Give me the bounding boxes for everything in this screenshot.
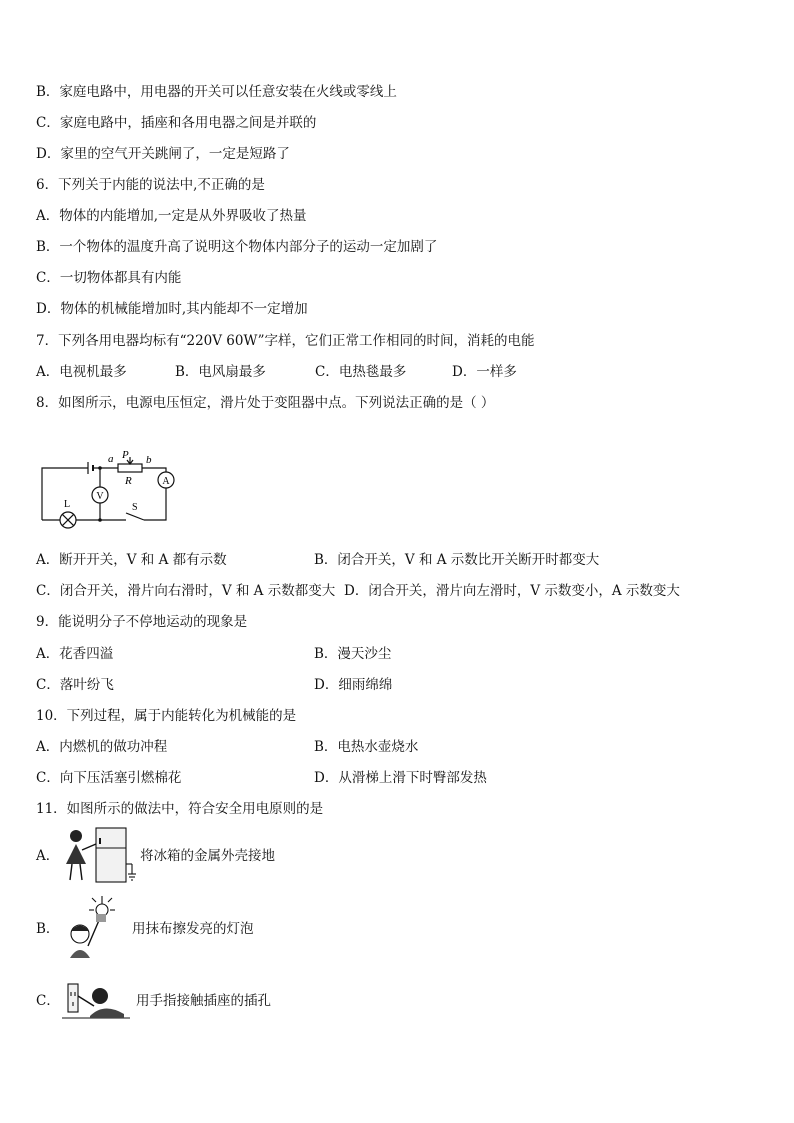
q11-option-b-text: 用抹布擦发亮的灯泡 (132, 921, 254, 937)
q9-option-b: B．漫天沙尘 (314, 646, 392, 662)
q5-option-d: D．家里的空气开关跳闸了，一定是短路了 (36, 146, 290, 162)
wipe-bulb-illustration (60, 896, 132, 960)
label-b: b (146, 454, 152, 466)
q6-stem: 6．下列关于内能的说法中,不正确的是 (36, 177, 265, 193)
fridge-grounding-illustration (58, 824, 138, 886)
q7-option-a: A．电视机最多 (36, 364, 127, 380)
q10-option-b: B．电热水壶烧水 (314, 739, 419, 755)
ammeter-label: A (162, 476, 170, 487)
q9-option-a: A．花香四溢 (36, 646, 114, 662)
q9-stem: 9．能说明分子不停地运动的现象是 (36, 614, 248, 630)
q6-option-d: D．物体的机械能增加时,其内能却不一定增加 (36, 301, 308, 317)
q7-stem: 7．下列各用电器均标有“220V 60W”字样，它们正常工作相同的时间，消耗的电能 (36, 333, 535, 349)
q11-option-a-text: 将冰箱的金属外壳接地 (140, 848, 275, 864)
q8-option-d: D．闭合开关，滑片向左滑时，V 示数变小，A 示数变大 (344, 583, 680, 599)
q7-option-b: B．电风扇最多 (175, 364, 266, 380)
q9-option-c: C．落叶纷飞 (36, 677, 114, 693)
q10-option-c: C．向下压活塞引燃棉花 (36, 770, 182, 786)
q11-option-a-letter: A． (36, 848, 60, 864)
lamp-label: L (64, 499, 71, 510)
q9-option-d: D．细雨绵绵 (314, 677, 393, 693)
q5-option-b: B．家庭电路中，用电器的开关可以任意安装在火线或零线上 (36, 84, 397, 100)
q10-option-d: D．从滑梯上滑下时臀部发热 (314, 770, 487, 786)
q8-stem: 8．如图所示，电源电压恒定，滑片处于变阻器中点。下列说法正确的是（ ） (36, 395, 495, 411)
voltmeter-label: V (96, 491, 104, 502)
label-a: a (108, 453, 114, 465)
q5-option-c: C．家庭电路中，插座和各用电器之间是并联的 (36, 115, 317, 131)
q8-option-c: C．闭合开关，滑片向右滑时，V 和 A 示数都变大 (36, 583, 336, 599)
q7-option-c: C．电热毯最多 (315, 364, 407, 380)
q8-option-a: A．断开开关，V 和 A 都有示数 (36, 552, 227, 568)
circuit-diagram (36, 446, 186, 530)
label-p: P (122, 449, 129, 461)
q10-stem: 10．下列过程，属于内能转化为机械能的是 (36, 708, 297, 724)
q8-option-b: B．闭合开关，V 和 A 示数比开关断开时都变大 (314, 552, 600, 568)
q11-option-c-text: 用手指接触插座的插孔 (136, 993, 271, 1009)
q6-option-a: A．物体的内能增加,一定是从外界吸收了热量 (36, 208, 307, 224)
touch-socket-illustration (60, 978, 132, 1024)
q11-option-b-letter: B． (36, 921, 60, 937)
q7-option-d: D．一样多 (452, 364, 517, 380)
q10-option-a: A．内燃机的做功冲程 (36, 739, 168, 755)
q6-option-c: C．一切物体都具有内能 (36, 270, 182, 286)
q6-option-b: B．一个物体的温度升高了说明这个物体内部分子的运动一定加剧了 (36, 239, 438, 255)
label-r: R (125, 475, 132, 487)
switch-label: S (132, 502, 138, 513)
q11-option-c-letter: C． (36, 993, 60, 1009)
q11-stem: 11．如图所示的做法中，符合安全用电原则的是 (36, 801, 324, 817)
